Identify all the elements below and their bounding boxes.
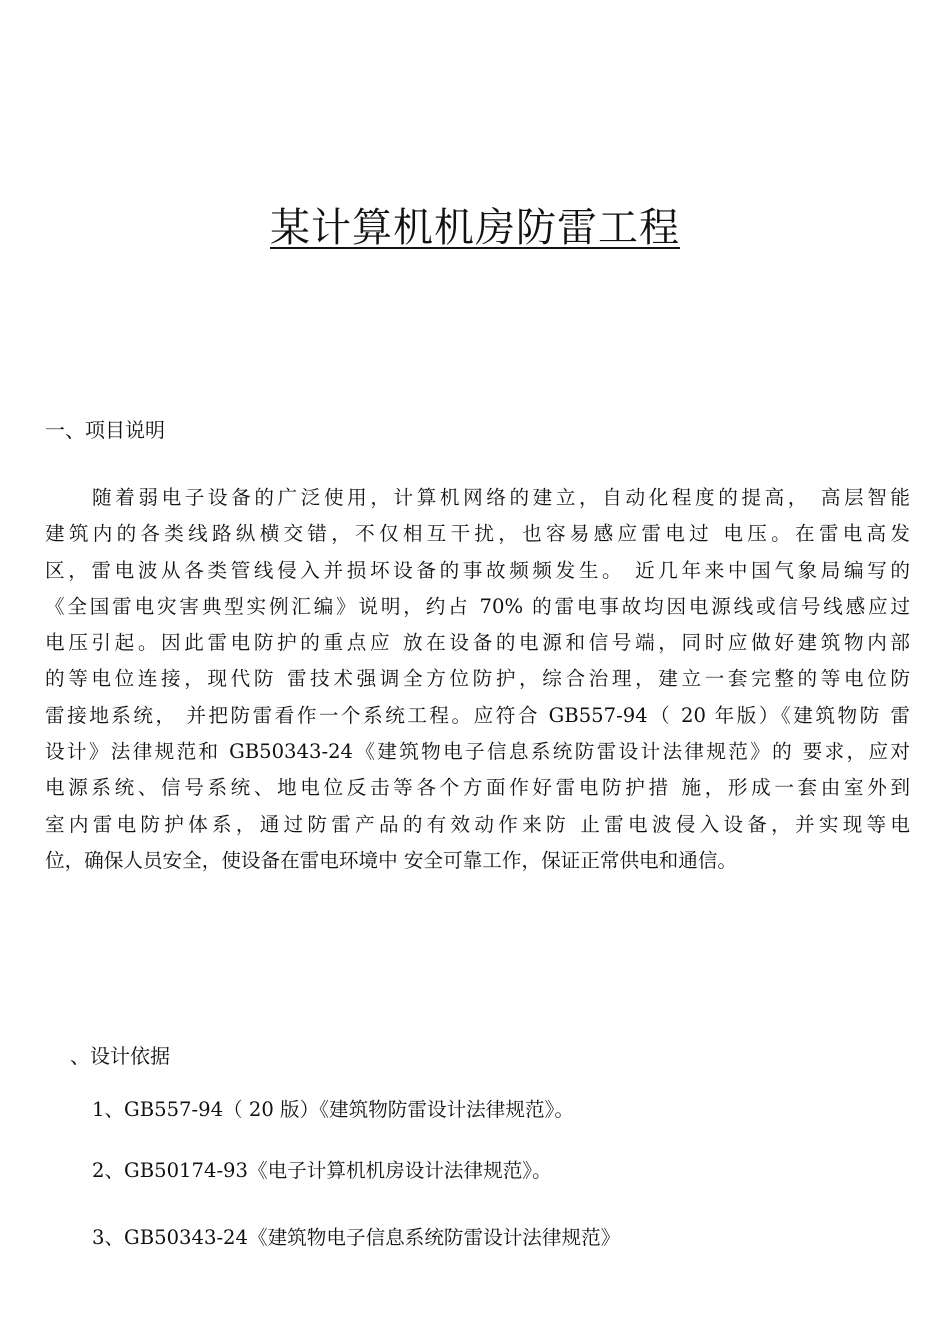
reference-item: 3、GB50343-24《建筑物电子信息系统防雷设计法律规范》	[92, 1226, 621, 1249]
reference-item: 1、GB557-94（ 20 版）《建筑物防雷设计法律规范》。	[92, 1098, 574, 1121]
paragraph-line: 随着弱电子设备的广泛使用，计算机网络的建立，自动化程度的提高， 高层智能	[92, 486, 910, 509]
section-heading-design-basis: 、设计依据	[70, 1044, 170, 1068]
paragraph-line: 电压引起。因此雷电防护的重点应 放在设备的电源和信号端，同时应做好建筑物内部	[45, 631, 910, 655]
document-title	[0, 202, 950, 254]
paragraph-line: 建筑内的各类线路纵横交错，不仅相互干扰，也容易感应雷电过 电压。在雷电高发	[45, 522, 910, 546]
paragraph-line: 《全国雷电灾害典型实例汇编》说明，约占 70% 的雷电事故均因电源线或信号线感应过	[45, 594, 910, 618]
section-heading-project-description: 一、项目说明	[45, 418, 165, 442]
paragraph-line: 位，确保人员安全，使设备在雷电环境中 安全可靠工作，保证正常供电和通信。	[45, 848, 738, 872]
paragraph-line: 室内雷电防护体系，通过防雷产品的有效动作来防 止雷电波侵入设备，并实现等电	[45, 812, 910, 836]
paragraph-line: 设计》法律规范和 GB50343-24《建筑物电子信息系统防雷设计法律规范》的 要求，应对	[45, 740, 910, 764]
paragraph-line: 区，雷电波从各类管线侵入并损坏设备的事故频频发生。 近几年来中国气象局编写的	[45, 558, 910, 582]
document-title-text: 某计算机机房防雷工程	[270, 205, 680, 251]
paragraph-line: 雷接地系统， 并把防雷看作一个系统工程。应符合 GB557-94（ 20 年版）《建筑物防 雷	[45, 703, 910, 727]
project-description-paragraph	[45, 480, 910, 879]
reference-item: 2、GB50174-93《电子计算机机房设计法律规范》。	[92, 1159, 552, 1182]
paragraph-line: 电源系统、信号系统、地电位反击等各个方面作好雷电防护措 施，形成一套由室外到	[45, 776, 910, 800]
paragraph-line: 的等电位连接，现代防 雷技术强调全方位防护，综合治理，建立一套完整的等电位防	[45, 667, 910, 691]
